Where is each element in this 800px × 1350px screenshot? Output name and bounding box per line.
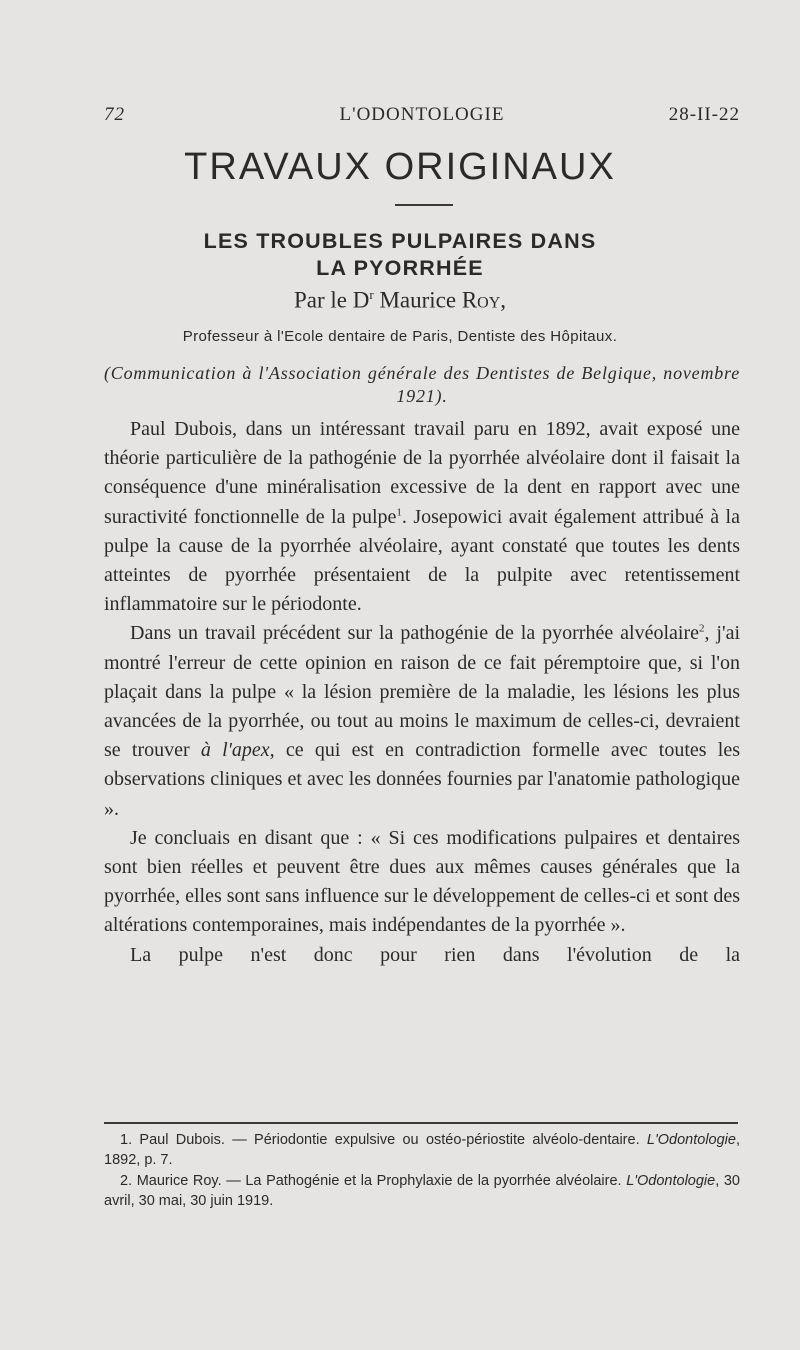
article-title-line-1: LES TROUBLES PULPAIRES DANS bbox=[203, 229, 597, 253]
byline-suffix: , bbox=[500, 287, 507, 313]
page-number: 72 bbox=[104, 104, 125, 125]
footnote-ref-2[interactable]: 2 bbox=[698, 622, 705, 635]
paragraph-3: Je concluais en disant que : « Si ces modifications pulpaires et dentaires sont bien réelles et peuvent être dues aux mêmes causes générales que la pyorrhée, elles sont sans influence sur le développement de celles-ci et sont des altérations contemporaines, mais indépendantes de la pyorrhée ». bbox=[104, 826, 740, 937]
footnote-ref-1[interactable]: 1 bbox=[396, 505, 402, 518]
paragraph-2-italic: à l'apex, bbox=[200, 739, 275, 762]
footnote-1-journal: L'Odontologie bbox=[646, 1132, 736, 1148]
journal-name: L'ODONTOLOGIE bbox=[339, 104, 505, 125]
footnote-2 bbox=[104, 1171, 740, 1211]
footnote-1-details: , 1892, p. 7. bbox=[104, 1132, 740, 1168]
paragraph-1-part-a: Paul Dubois, dans un intéressant travail paru en 1892, avait exposé une théorie particulière de la pathogénie de la pyorrhée alvéolaire dont il faisait la conséquence d'une minéralisation excessive de la dent en rapport avec une suractivité fonctionnelle de la pulpe bbox=[104, 418, 740, 528]
author-affiliation: Professeur à l'Ecole dentaire de Paris, Dentiste des Hôpitaux. bbox=[182, 328, 618, 345]
paragraph-2-part-b: , j'ai montré l'erreur de cette opinion en raison de ce fait péremptoire que, si l'on plaçait dans la pulpe « la lésion première de la maladie, les lésions les plus avancées de la pyorrhée, ou tout au moins le maximum de celles-ci, devraient se trouver bbox=[104, 622, 740, 762]
footnote-divider bbox=[104, 1122, 738, 1124]
article-title bbox=[0, 228, 800, 282]
author-byline bbox=[0, 287, 800, 314]
communication-note: (Communication à l'Association générale des Dentistes de Belgique, novembre 1921). bbox=[104, 363, 740, 406]
article-title-line-2: LA PYORRHÉE bbox=[316, 256, 484, 280]
section-title: TRAVAUX ORIGINAUX bbox=[184, 146, 616, 188]
paragraph-2-part-a: Dans un travail précédent sur la pathogénie de la pyorrhée alvéolaire bbox=[130, 622, 699, 645]
paragraph-4: La pulpe n'est donc pour rien dans l'évolution de la bbox=[130, 943, 740, 966]
paragraph-2 bbox=[104, 619, 740, 823]
byline-name: Maurice bbox=[373, 287, 462, 313]
byline-prefix: Par le D bbox=[293, 287, 370, 313]
footnote-1-text: 1. Paul Dubois. — Périodontie expulsive ou ostéo-périostite alvéolo-dentaire. bbox=[120, 1132, 647, 1148]
title-divider bbox=[395, 204, 453, 206]
footnotes bbox=[104, 1130, 740, 1212]
footnote-2-details: , 30 avril, 30 mai, 30 juin 1919. bbox=[104, 1173, 740, 1209]
running-head bbox=[104, 104, 740, 134]
article-body bbox=[104, 415, 740, 970]
paragraph-1 bbox=[104, 415, 740, 619]
issue-date: 28-II-22 bbox=[668, 104, 740, 125]
footnote-1 bbox=[104, 1130, 740, 1170]
paragraph-2-part-c: ce qui est en contradiction formelle avec toutes les observations cliniques et avec les données fournies par l'anatomie pathologique ». bbox=[104, 739, 740, 820]
byline-surname: Roy bbox=[461, 287, 501, 313]
footnote-2-journal: L'Odontologie bbox=[626, 1173, 716, 1189]
footnote-2-text: 2. Maurice Roy. — La Pathogénie et la Prophylaxie de la pyorrhée alvéolaire. bbox=[120, 1173, 627, 1189]
byline-sup: r bbox=[369, 287, 374, 302]
paragraph-1-part-b: . Josepowici avait également attribué à la pulpe la cause de la pyorrhée alvéolaire, ayant constaté que toutes les dents atteintes de pyorrhée présentaient de la pulpite avec retentissement inflammatoire sur le périodonte. bbox=[104, 505, 740, 616]
